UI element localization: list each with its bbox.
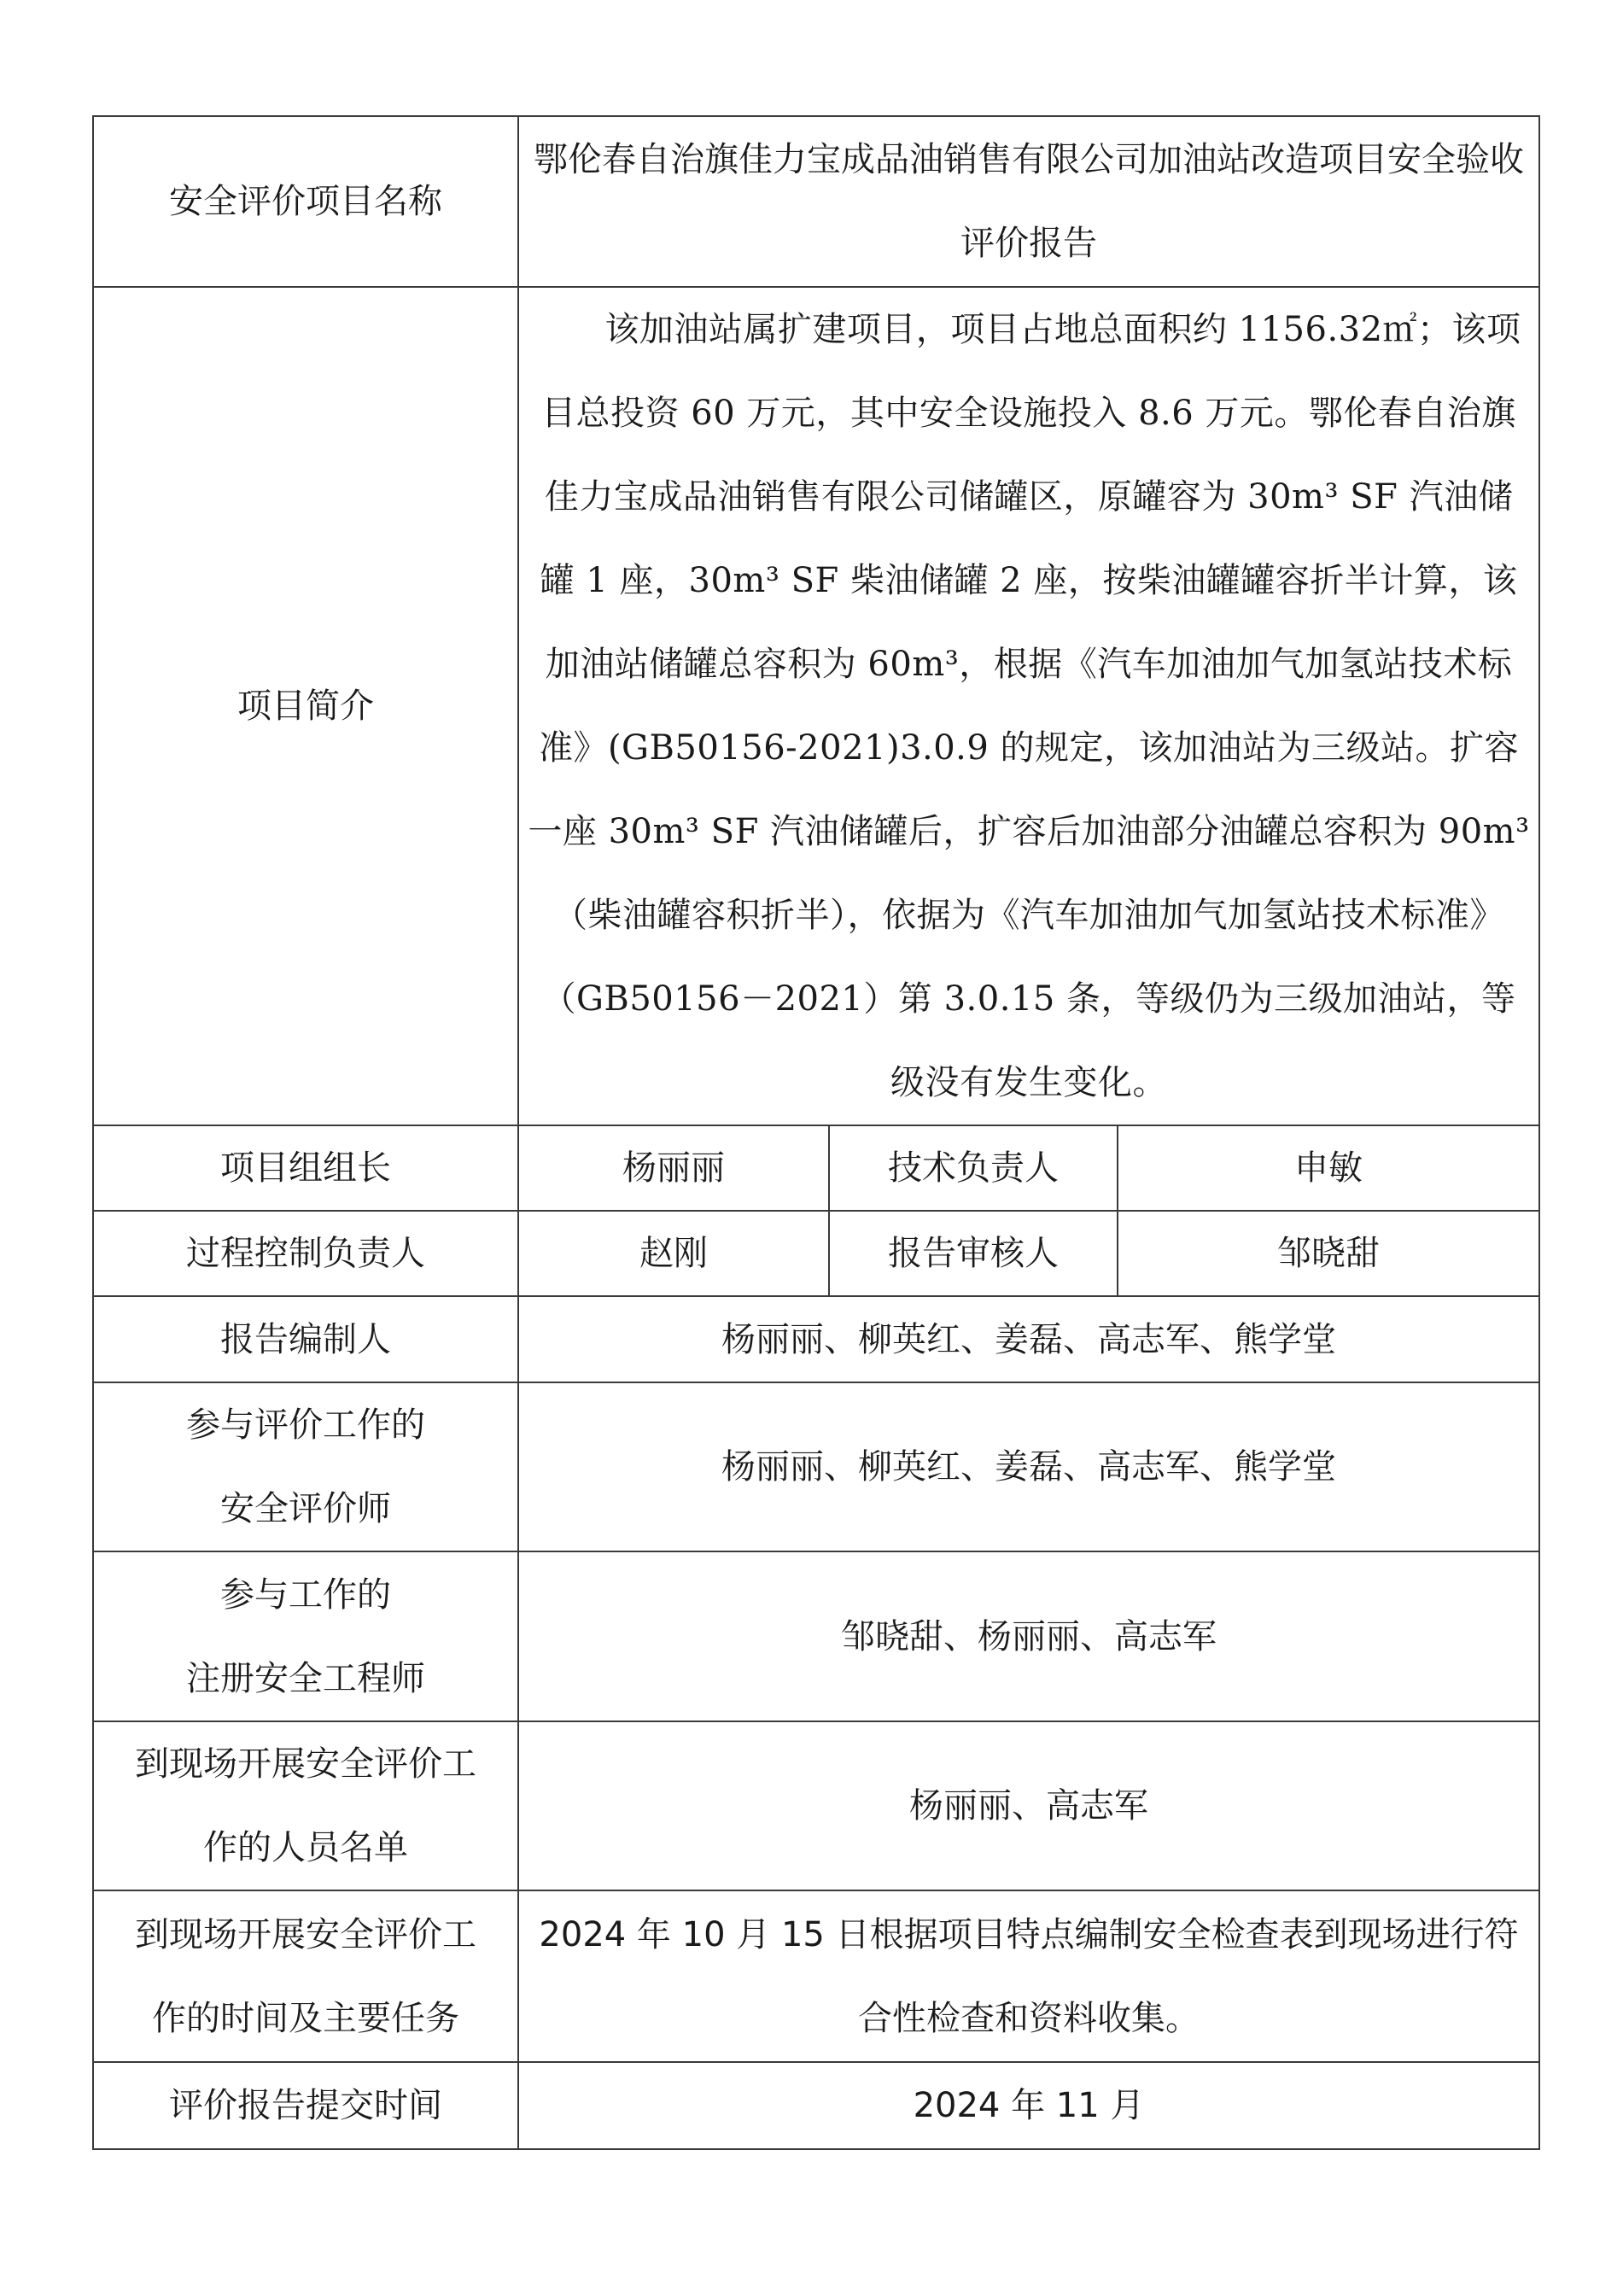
project-name-value: 鄂伦春自治旗佳力宝成品油销售有限公司加油站改造项目安全验收评价报告 xyxy=(518,116,1539,287)
onsite-time-value: 2024 年 10 月 15 日根据项目特点编制安全检查表到现场进行符合性检查和资料收集。 xyxy=(518,1890,1539,2062)
row-evaluators xyxy=(93,1382,1539,1551)
compilers-value: 杨丽丽、柳英红、姜磊、高志军、熊学堂 xyxy=(518,1296,1539,1382)
submit-time-value: 2024 年 11 月 xyxy=(518,2062,1539,2149)
row-leaders xyxy=(93,1125,1539,1211)
row-engineers xyxy=(93,1551,1539,1721)
project-intro-label: 项目简介 xyxy=(93,287,518,1125)
submit-time-label: 评价报告提交时间 xyxy=(93,2062,518,2149)
row-project-intro xyxy=(93,287,1539,1125)
project-name-label: 安全评价项目名称 xyxy=(93,116,518,287)
row-project-name xyxy=(93,116,1539,287)
tech-lead-label: 技术负责人 xyxy=(829,1125,1118,1211)
project-intro-text: 该加油站属扩建项目，项目占地总面积约 1156.32㎡；该项目总投资 60 万元，其中安全设施投入 8.6 万元。鄂伦春自治旗佳力宝成品油销售有限公司储罐区，原罐容为 30m³ SF 汽油储罐 1 座，30m³ SF 柴油储罐 2 座，按柴油罐罐容折半计算，该加油站储罐总容积为 60m³，根据《汽车加油加气加氢站技术标准》(GB50156-2021)3.0.9 的规定，该加油站为三级站。扩容一座 30m³ SF 汽油储罐后，扩容后加油部分油罐总容积为 90m³（柴油罐容积折半），依据为《汽车加油加气加氢站技术标准》（GB50156－2021）第 3.0.15 条，等级仍为三级加油站，等级没有发生变化。 xyxy=(518,287,1539,1125)
row-onsite-time xyxy=(93,1890,1539,2062)
engineers-value: 邹晓甜、杨丽丽、高志军 xyxy=(518,1551,1539,1721)
evaluators-label-line2: 安全评价师 xyxy=(220,1489,391,1528)
onsite-staff-value: 杨丽丽、高志军 xyxy=(518,1721,1539,1890)
onsite-time-label-line2: 作的时间及主要任务 xyxy=(152,1998,459,2038)
engineers-label xyxy=(93,1551,518,1721)
process-lead-value: 赵刚 xyxy=(518,1211,829,1296)
onsite-staff-label-line1: 到现场开展安全评价工 xyxy=(135,1744,476,1784)
engineers-label-line1: 参与工作的 xyxy=(220,1574,391,1615)
process-lead-label: 过程控制负责人 xyxy=(93,1211,518,1296)
reviewer-label: 报告审核人 xyxy=(829,1211,1118,1296)
evaluators-label xyxy=(93,1382,518,1551)
compilers-label: 报告编制人 xyxy=(93,1296,518,1382)
row-submit-time xyxy=(93,2062,1539,2149)
onsite-staff-label-line2: 作的人员名单 xyxy=(203,1828,408,1867)
onsite-time-label-line1: 到现场开展安全评价工 xyxy=(135,1914,476,1954)
onsite-staff-label xyxy=(93,1721,518,1890)
team-leader-value: 杨丽丽 xyxy=(518,1125,829,1211)
reviewer-value: 邹晓甜 xyxy=(1118,1211,1539,1296)
row-onsite-staff xyxy=(93,1721,1539,1890)
row-control xyxy=(93,1211,1539,1296)
onsite-time-label xyxy=(93,1890,518,2062)
evaluators-label-line1: 参与评价工作的 xyxy=(186,1405,425,1445)
tech-lead-value: 申敏 xyxy=(1118,1125,1539,1211)
engineers-label-line2: 注册安全工程师 xyxy=(186,1658,425,1698)
evaluators-value: 杨丽丽、柳英红、姜磊、高志军、熊学堂 xyxy=(518,1382,1539,1551)
team-leader-label: 项目组组长 xyxy=(93,1125,518,1211)
evaluation-info-table xyxy=(92,115,1540,2150)
row-compilers xyxy=(93,1296,1539,1382)
